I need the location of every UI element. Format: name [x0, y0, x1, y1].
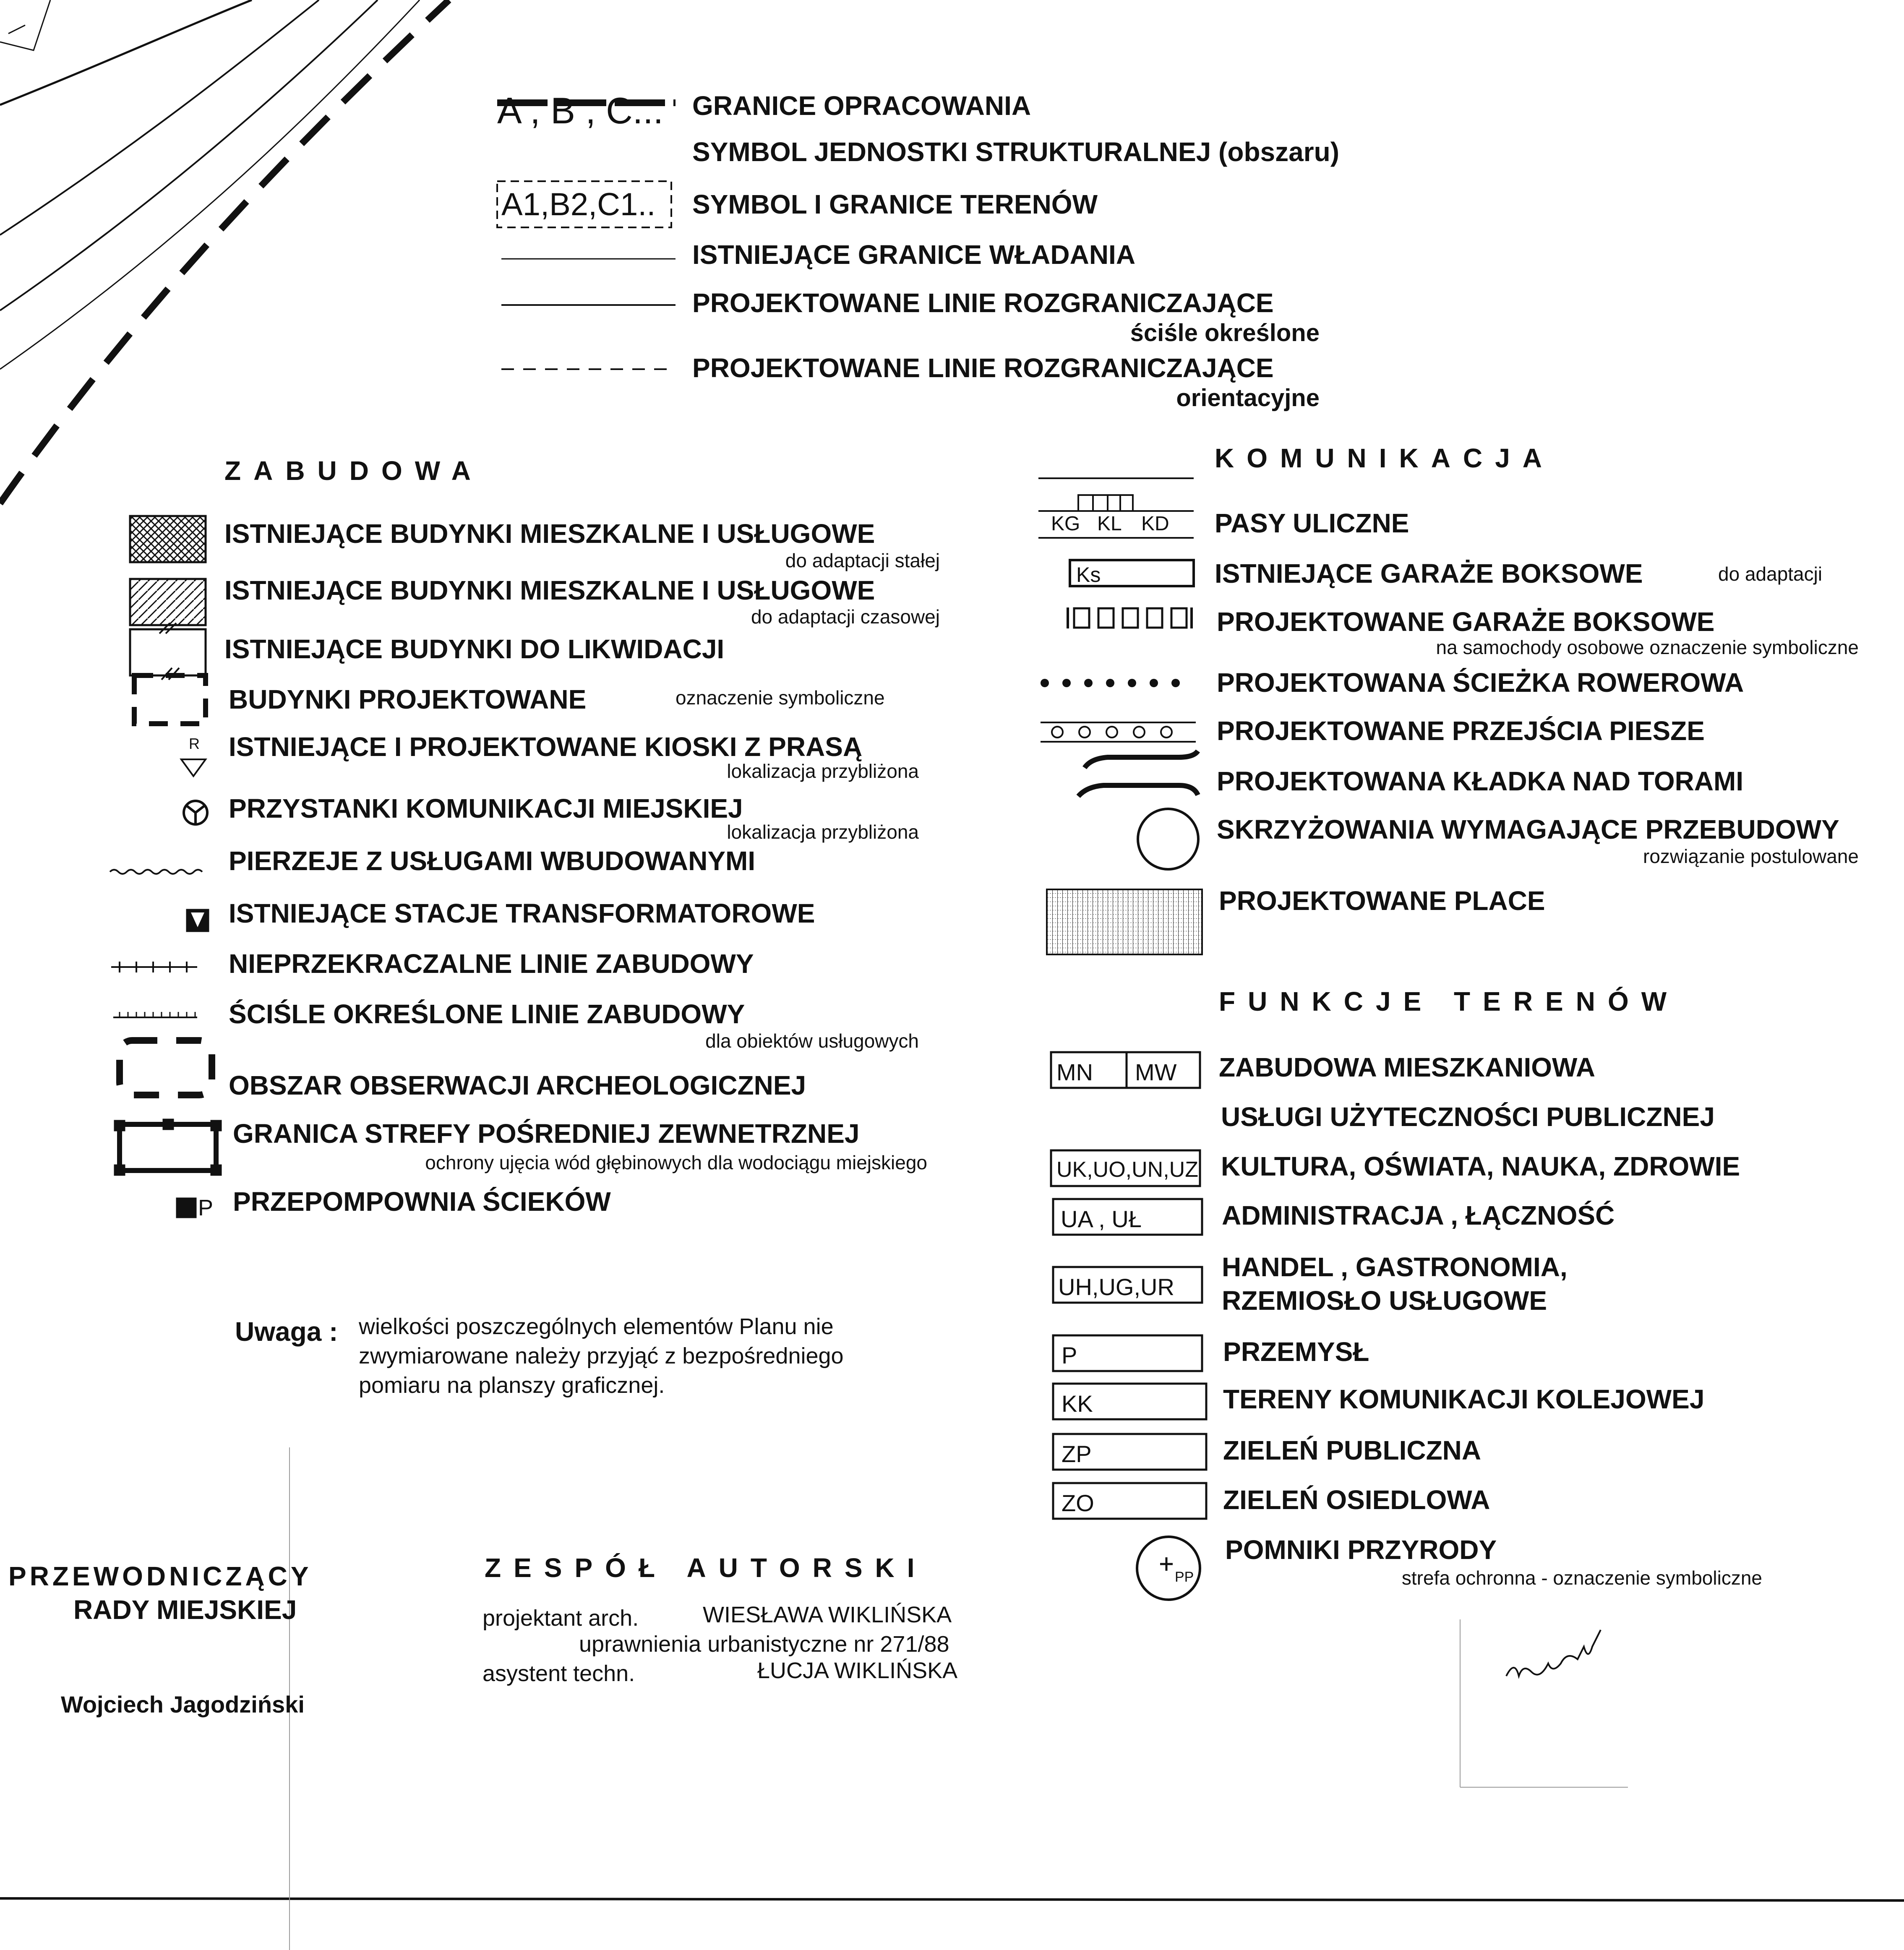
function-label: ADMINISTRACJA , ŁĄCZNOŚĆ [1222, 1200, 1615, 1230]
zabudowa-item-sub: dla obiektów usługowych [705, 1030, 919, 1052]
chairman-title: RADY MIEJSKIEJ [73, 1595, 297, 1625]
boundary-label: PROJEKTOWANE LINIE ROZGRANICZAJĄCE [692, 353, 1274, 383]
zabudowa-item-sub: lokalizacja przybliżona [727, 821, 919, 843]
garage-code: Ks [1076, 563, 1101, 587]
zabudowa-item-sub: do adaptacji stałej [785, 550, 940, 571]
lane-code: KL [1097, 513, 1122, 535]
lane-code: KD [1141, 513, 1169, 535]
zabudowa-item-label: PRZYSTANKI KOMUNIKACJI MIEJSKIEJ [229, 793, 743, 824]
function-code: MW [1135, 1059, 1177, 1085]
boundary-label: PROJEKTOWANE LINIE ROZGRANICZAJĄCE [692, 288, 1274, 318]
function-code: ZP [1062, 1441, 1092, 1467]
function-code: ZO [1062, 1490, 1094, 1516]
komunikacja-item-sub: na samochody osobowe oznaczenie symboliczne [1436, 636, 1859, 658]
function-code: UH,UG,UR [1058, 1274, 1174, 1300]
komunikacja-item-label: SKRZYŻOWANIA WYMAGAJĄCE PRZEBUDOWY [1217, 814, 1839, 845]
function-code: UA , UŁ [1061, 1206, 1142, 1232]
boundary-label: SYMBOL I GRANICE TERENÓW [692, 189, 1098, 219]
boundary-sublabel: ściśle określone [1130, 319, 1320, 347]
zabudowa-item-label: NIEPRZEKRACZALNE LINIE ZABUDOWY [229, 949, 754, 979]
pump-icon-letter: P [198, 1195, 214, 1220]
note-line: pomiaru na planszy graficznej. [359, 1373, 665, 1398]
komunikacja-item-sub: do adaptacji [1718, 563, 1823, 585]
author-role: projektant arch. [483, 1606, 639, 1631]
function-code: P [1062, 1342, 1077, 1369]
zabudowa-item-label: GRANICA STREFY POŚREDNIEJ ZEWNETRZNEJ [233, 1118, 860, 1149]
function-label: KULTURA, OŚWIATA, NAUKA, ZDROWIE [1221, 1151, 1740, 1181]
function-sub: strefa ochronna - oznaczenie symboliczne [1401, 1567, 1762, 1589]
komunikacja-heading: KOMUNIKACJA [1215, 443, 1554, 473]
note-line: zwymiarowane należy przyjąć z bezpośredniego [359, 1343, 844, 1369]
komunikacja-item-label: PASY ULICZNE [1215, 508, 1409, 538]
chairman-name: Wojciech Jagodziński [61, 1691, 305, 1718]
komunikacja-item-label: PROJEKTOWANE GARAŻE BOKSOWE [1217, 607, 1715, 637]
zabudowa-symbols [110, 516, 222, 1218]
note-label: Uwaga : [235, 1317, 338, 1347]
funkcje-symbols [1051, 1052, 1206, 1600]
terrain-symbol: A1,B2,C1.. [501, 187, 656, 222]
boundary-symbols [497, 103, 676, 369]
function-code: MN [1056, 1059, 1093, 1085]
zabudowa-item-label: ISTNIEJĄCE STACJE TRANSFORMATOROWE [229, 898, 815, 928]
zabudowa-item-sub: do adaptacji czasowej [751, 606, 940, 628]
author-license: uprawnienia urbanistyczne nr 271/88 [579, 1632, 949, 1657]
komunikacja-item-label: PROJEKTOWANA KŁADKA NAD TORAMI [1217, 766, 1744, 796]
zabudowa-item-label: ISTNIEJĄCE BUDYNKI MIESZKALNE I USŁUGOWE [224, 575, 875, 605]
function-label: ZABUDOWA MIESZKANIOWA [1219, 1052, 1596, 1082]
zabudowa-item-label: ŚCIŚLE OKREŚLONE LINIE ZABUDOWY [229, 999, 745, 1029]
zabudowa-item-label: PIERZEJE Z USŁUGAMI WBUDOWANYMI [229, 846, 756, 876]
zabudowa-heading: ZABUDOWA [224, 456, 483, 486]
function-label: PRZEMYSŁ [1223, 1337, 1369, 1367]
boundary-label: SYMBOL JEDNOSTKI STRUKTURALNEJ (obszaru) [692, 137, 1340, 167]
funkcje-heading: FUNKCJE TERENÓW [1219, 986, 1680, 1017]
author-name: ŁUCJA WIKLIŃSKA [757, 1658, 958, 1683]
komunikacja-item-sub: rozwiązanie postulowane [1643, 845, 1859, 867]
boundary-sublabel: orientacyjne [1176, 384, 1320, 412]
lane-code: KG [1051, 513, 1080, 535]
zabudowa-item-label: PRZEPOMPOWNIA ŚCIEKÓW [233, 1186, 611, 1217]
zabudowa-item-label: BUDYNKI PROJEKTOWANE [229, 684, 587, 714]
structural-unit-symbol: A , B , C... [497, 90, 664, 131]
function-label: HANDEL , GASTRONOMIA, [1222, 1252, 1568, 1282]
komunikacja-item-label: ISTNIEJĄCE GARAŻE BOKSOWE [1215, 558, 1643, 589]
zabudowa-item-sub: ochrony ujęcia wód głębinowych dla wodociągu miejskiego [425, 1152, 927, 1173]
zabudowa-item-label: ISTNIEJĄCE BUDYNKI DO LIKWIDACJI [224, 634, 725, 664]
note-line: wielkości poszczególnych elementów Planu nie [359, 1314, 834, 1339]
chairman-title: PRZEWODNICZĄCY [8, 1561, 312, 1591]
map-fragment [0, 0, 449, 503]
monument-icon-letters: PP [1175, 1569, 1194, 1585]
function-label: POMNIKI PRZYRODY [1225, 1535, 1497, 1565]
zabudowa-item-label: ISTNIEJĄCE I PROJEKTOWANE KIOSKI Z PRASĄ [229, 732, 863, 762]
author-name: WIESŁAWA WIKLIŃSKA [703, 1602, 952, 1627]
function-label: USŁUGI UŻYTECZNOŚCI PUBLICZNEJ [1221, 1102, 1715, 1132]
zabudowa-item-label: OBSZAR OBSERWACJI ARCHEOLOGICZNEJ [229, 1070, 806, 1100]
zabudowa-item-label: ISTNIEJĄCE BUDYNKI MIESZKALNE I USŁUGOWE [224, 519, 875, 549]
function-code: UK,UO,UN,UZ [1056, 1157, 1198, 1182]
function-label: ZIELEŃ OSIEDLOWA [1223, 1485, 1490, 1515]
boundary-label: GRANICE OPRACOWANIA [692, 91, 1031, 121]
komunikacja-symbols [1038, 478, 1202, 954]
function-label: RZEMIOSŁO USŁUGOWE [1222, 1285, 1547, 1316]
zabudowa-item-sub: lokalizacja przybliżona [727, 760, 919, 782]
function-label: ZIELEŃ PUBLICZNA [1223, 1435, 1481, 1465]
zabudowa-item-sub: oznaczenie symboliczne [676, 687, 885, 709]
komunikacja-item-label: PROJEKTOWANE PLACE [1219, 886, 1545, 916]
kiosk-icon-letter: R [189, 735, 200, 752]
komunikacja-item-label: PROJEKTOWANE PRZEJŚCIA PIESZE [1217, 716, 1705, 746]
function-label: TERENY KOMUNIKACJI KOLEJOWEJ [1223, 1384, 1705, 1414]
author-role: asystent techn. [483, 1661, 635, 1686]
komunikacja-item-label: PROJEKTOWANA ŚCIEŻKA ROWEROWA [1217, 667, 1744, 698]
boundary-label: ISTNIEJĄCE GRANICE WŁADANIA [692, 240, 1136, 270]
function-code: KK [1062, 1390, 1093, 1417]
authors-heading: ZESPÓŁ AUTORSKI [485, 1553, 927, 1583]
